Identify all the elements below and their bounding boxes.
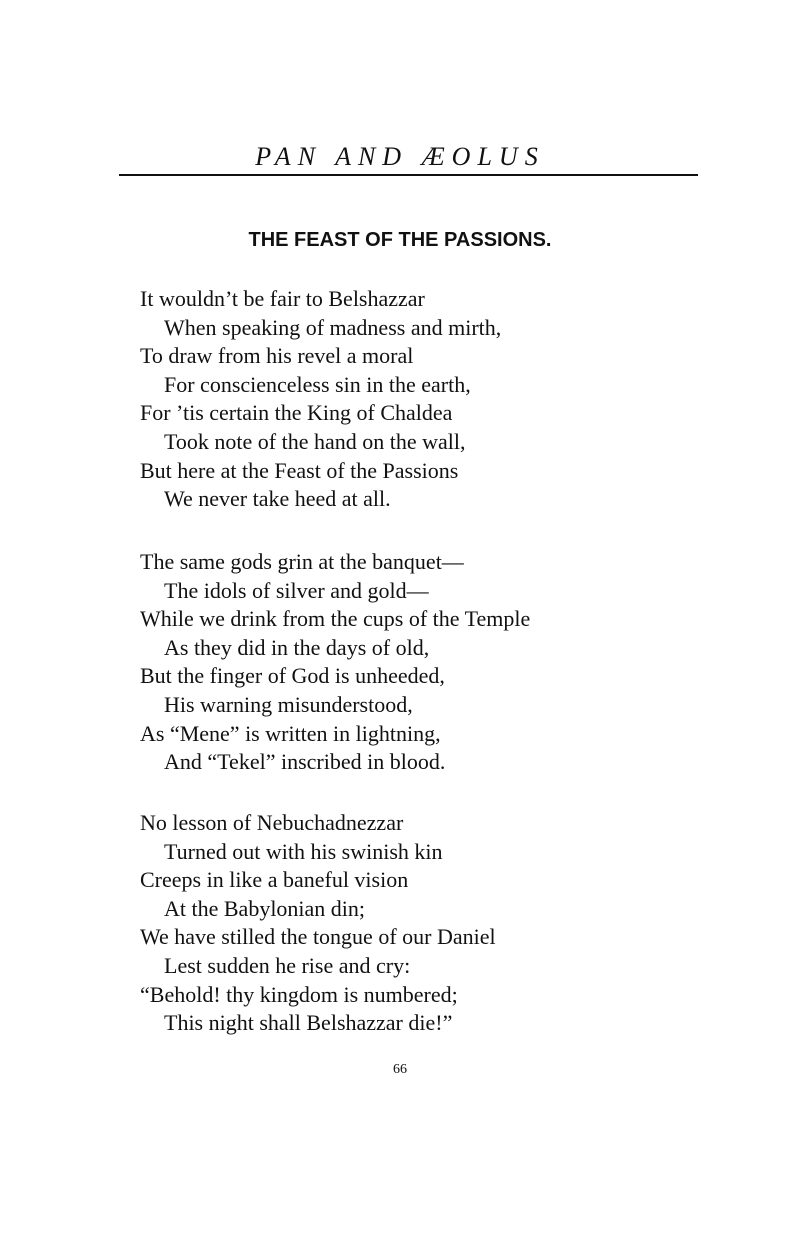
poem-line: To draw from his revel a moral: [140, 343, 414, 369]
poem-line: For ’tis certain the King of Chaldea: [140, 400, 453, 426]
poem-line: But the finger of God is unheeded,: [140, 663, 445, 689]
poem-line: We never take heed at all.: [164, 486, 391, 512]
header-rule: [119, 174, 698, 176]
poem-line: As they did in the days of old,: [164, 634, 430, 660]
stanza-2: [140, 548, 780, 777]
poem-line: Creeps in like a baneful vision: [140, 867, 409, 893]
poem-line: For conscienceless sin in the earth,: [164, 371, 471, 397]
poem-line: When speaking of madness and mirth,: [164, 314, 502, 340]
poem-line: This night shall Belshazzar die!”: [164, 1010, 453, 1036]
poem-line: But here at the Feast of the Passions: [140, 457, 459, 483]
poem-line: Turned out with his swinish kin: [164, 838, 443, 864]
poem-line: While we drink from the cups of the Temple: [140, 606, 531, 632]
running-head: PAN AND ÆOLUS: [255, 142, 545, 171]
poem-line: No lesson of Nebuchadnezzar: [140, 810, 404, 835]
page-number: 66: [393, 1062, 407, 1077]
poem-title: THE FEAST OF THE PASSIONS.: [248, 229, 552, 251]
stanza-3: [140, 809, 780, 1038]
poem-line: It wouldn’t be fair to Belshazzar: [140, 286, 425, 311]
poem-line: Took note of the hand on the wall,: [164, 428, 466, 454]
poem-line: The same gods grin at the banquet—: [140, 549, 464, 574]
poem-line: At the Babylonian din;: [164, 895, 366, 921]
poem-line: His warning misunderstood,: [164, 691, 413, 717]
poem-line: “Behold! thy kingdom is numbered;: [140, 981, 458, 1007]
poem-line: The idols of silver and gold—: [164, 577, 429, 603]
poem-line: Lest sudden he rise and cry:: [164, 952, 411, 978]
stanza-1: [140, 285, 780, 514]
poem-line: And “Tekel” inscribed in blood.: [164, 749, 446, 775]
poem-line: As “Mene” is written in lightning,: [140, 720, 441, 746]
poem-line: We have stilled the tongue of our Daniel: [140, 924, 496, 950]
